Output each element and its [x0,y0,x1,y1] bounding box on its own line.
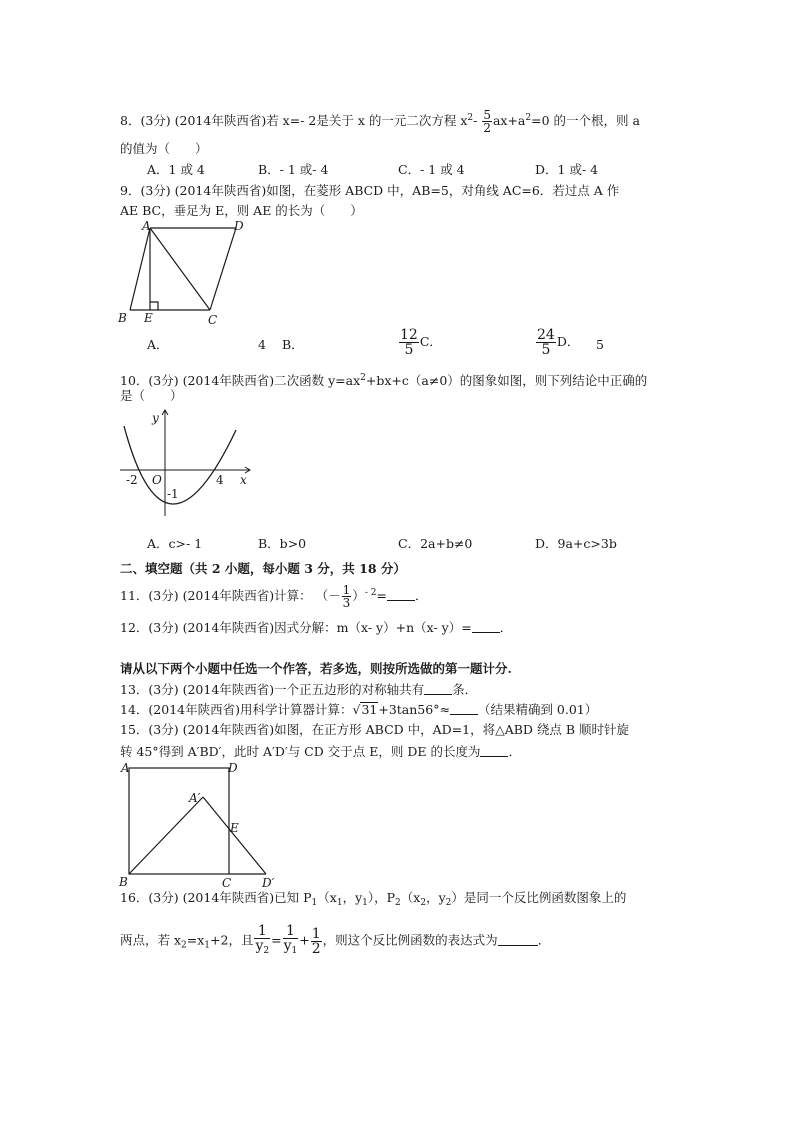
diagonal-ac [150,228,210,310]
section-2-heading: 二、填空题（共 2 小题，每小题 3 分，共 18 分） [120,561,406,576]
side-dc [210,228,236,310]
q9-option-a-value: 4 [258,337,266,352]
q13-answer-blank[interactable] [424,682,452,695]
label-minus-one: -1 [167,487,179,501]
q11-answer-blank[interactable] [387,588,415,601]
segment-ba1 [129,797,203,874]
q11-line: 11．(3分) (2014年陕西省)计算： （－ $\frac{1}{3}$ ）$^{- 2}$= ． [120,583,428,610]
q9-option-a: A． [147,337,169,352]
q8-option-d: D．1 或- 4 [535,162,599,177]
label-a: A [142,219,151,233]
side-ab [130,228,150,310]
q12-answer-blank[interactable] [472,620,500,633]
label-a-prime: A′ [189,791,201,805]
q9-option-b-label: B． [282,337,304,352]
label-b: B [119,875,128,889]
square-figure [116,760,286,890]
label-minus-two: -2 [126,473,138,487]
label-d: D [228,761,238,775]
q9-option-b-fraction: $\frac{12}{5}$ C． [400,327,442,358]
q9-option-c-fraction: $\frac{24}{5}$ D． [537,327,580,358]
q8-line1: 8．(3分) (2014年陕西省)若 x=- 2是关于 x 的一元二次方程 $x^2-$ $\frac{5}{2}$ $ax+a^2=0$ 的一个根，则 a [120,108,640,135]
q16-answer-blank[interactable] [498,933,538,946]
q15-answer-blank[interactable] [480,744,508,757]
rhombus-figure [112,218,252,330]
label-c: C [222,876,232,890]
q16-fraction-1: $\frac{1}{y_2}$ [255,923,270,956]
label-d: D [234,219,244,233]
q12-line: 12．(3分) (2014年陕西省)因式分解：m（x- y）+n（x- y）= ． [120,620,513,635]
q8-line2: 的值为（ ） [120,141,208,156]
label-c: C [208,313,218,327]
choose-note: 请从以下两个小题中任选一个作答，若多选，则按所选做的第一题计分. [120,661,512,676]
q9-line1: 9．(3分) (2014年陕西省)如图，在菱形 ABCD 中，AB=5，对角线 AC=6．若过点 A 作 [120,183,620,198]
q9-line2: AE BC，垂足为 E，则 AE 的长为（ ） [120,203,363,218]
label-origin: O [152,473,162,487]
q8-option-a: A．1 或 4 [147,162,205,177]
q10-option-a: A．c>- 1 [147,536,203,551]
right-angle-mark [150,302,158,310]
q16-fraction-2: $\frac{1}{y_1}$ [283,923,298,956]
q10-line2: 是（ ） [120,388,183,403]
parabola-graph [112,404,257,522]
label-b: B [118,311,127,325]
q16-line2: 两点，若 $x_2=x_1+2$，且 $\frac{1}{y_2}$ = $\frac{1}{y_1}$ + $\frac{1}{2}$ ，则这个反比例函数的表达式为 ． [120,923,551,957]
q16-line1: 16．(3分) (2014年陕西省)已知 $P_1(x_1$，$y_1$），$P_2(x_2$，$y_2$）是同一个反比例函数图象上的 [120,890,627,908]
label-x: x [240,473,247,487]
q9-option-d-value: 5 [596,337,604,352]
q10-option-d: D．9a+c>3b [535,536,617,551]
q10-option-b: B．b>0 [258,536,307,551]
q8-option-c: C．- 1 或 4 [398,162,465,177]
segment-a1d1 [203,797,266,874]
label-e: E [144,311,153,325]
q13-line: 13．(3分) (2014年陕西省)一个正五边形的对称轴共有 条． [120,682,478,697]
q10-option-c: C．2a+b≠0 [398,536,473,551]
q16-fraction-3: $\frac{1}{2}$ [311,925,321,957]
q10-line1: 10．(3分) (2014年陕西省)二次函数 $y=ax^2+bx+c(a\ne 0)$的图象如图，则下列结论中正确的 [120,373,648,388]
label-a: A [121,761,130,775]
q15-line1: 15．(3分) (2014年陕西省)如图，在正方形 ABCD 中，AD=1，将△ABD 绕点 B 顺时针旋 [120,722,630,737]
parabola-curve [124,426,236,504]
q15-line2: 转 45°得到 A′BD′，此时 A′D′与 CD 交于点 E，则 DE 的长度为 ． [120,744,521,759]
label-four: 4 [216,473,224,487]
label-d-prime: D′ [262,876,275,890]
q8-option-b: B．- 1 或- 4 [258,162,329,177]
label-y: y [152,411,159,425]
q14-answer-blank[interactable] [450,702,478,715]
label-e: E [230,821,239,835]
q8-fraction: $\frac{5}{2}$ [483,108,491,135]
q14-line: 14．(2014年陕西省)用科学计算器计算：√31+3tan56°≈ （结果精确到 0.01） [120,702,598,717]
